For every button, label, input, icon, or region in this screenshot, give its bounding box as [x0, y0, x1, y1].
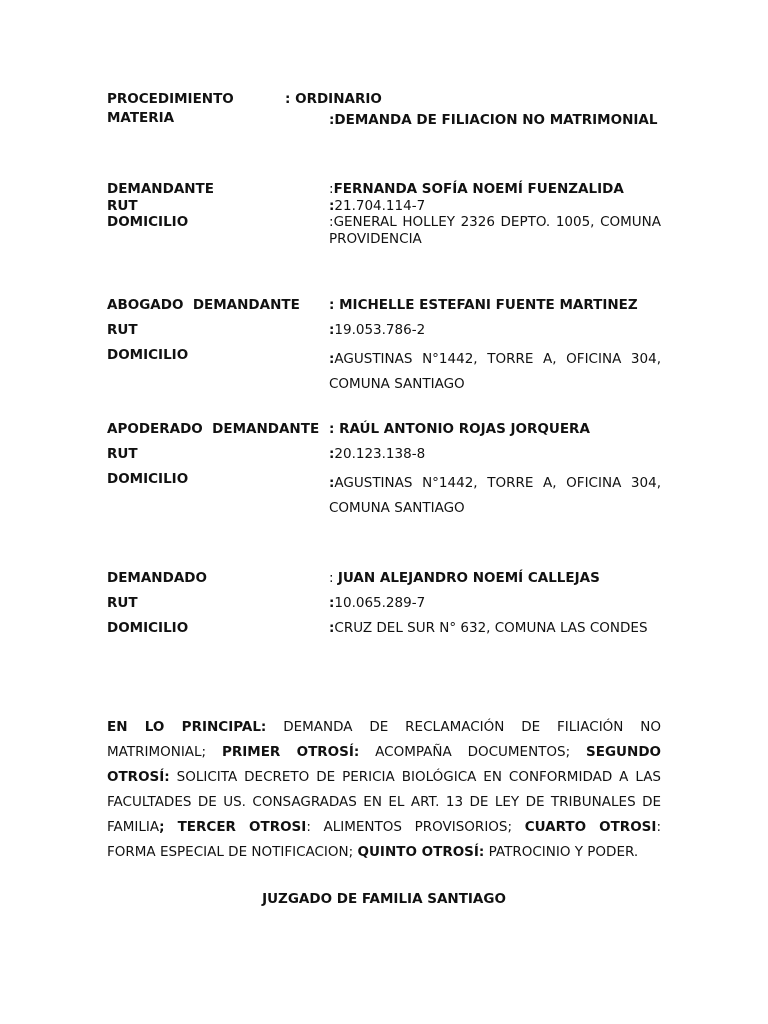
demandante-domicilio: GENERAL HOLLEY 2326 DEPTO. 1005, COMUNA PROVIDENCIA — [329, 214, 661, 247]
demandante-name: FERNANDA SOFÍA NOEMÍ FUENZALIDA — [333, 181, 624, 197]
abogado-sep: : — [329, 297, 335, 313]
demandante-label: DEMANDANTE — [107, 181, 214, 197]
otrosi5-label: QUINTO OTROSÍ: — [357, 844, 485, 860]
apoderado-domicilio: AGUSTINAS N°1442, TORRE A, OFICINA 304, COMUNA SANTIAGO — [329, 475, 661, 516]
demandante-value-wrap — [329, 181, 661, 197]
abogado-label: ABOGADO DEMANDANTE — [107, 297, 300, 313]
abogado-name: MICHELLE ESTEFANI FUENTE MARTINEZ — [339, 297, 638, 313]
abogado-domicilio-sep: : — [329, 351, 335, 367]
principal-label: EN LO PRINCIPAL: — [107, 719, 267, 735]
demandado-domicilio-label: DOMICILIO — [107, 620, 189, 636]
apoderado-rut-label: RUT — [107, 446, 138, 462]
summary-paragraph — [107, 715, 661, 865]
apoderado-sep: : — [329, 421, 335, 437]
demandado-label: DEMANDADO — [107, 570, 207, 586]
abogado-rut-sep: : — [329, 322, 335, 338]
otrosi3-text: : ALIMENTOS PROVISORIOS; — [306, 819, 525, 835]
otrosi1-label: PRIMER OTROSÍ: — [221, 744, 360, 760]
abogado-value-wrap — [329, 297, 661, 313]
otrosi3-label: ; TERCER OTROSI — [159, 819, 307, 835]
apoderado-domicilio-sep: : — [329, 475, 335, 491]
otrosi2-label: SEGUNDO OTROSÍ: — [107, 744, 661, 785]
abogado-domicilio-label: DOMICILIO — [107, 347, 189, 363]
demandante-rut: 21.704.114-7 — [334, 198, 426, 214]
procedimiento-value-wrap — [285, 91, 382, 107]
demandado-rut-label: RUT — [107, 595, 138, 611]
apoderado-name: RAÚL ANTONIO ROJAS JORQUERA — [339, 421, 590, 437]
materia-label: MATERIA — [107, 110, 175, 126]
apoderado-rut: 20.123.138-8 — [334, 446, 426, 462]
abogado-domicilio-wrap — [329, 347, 661, 397]
demandado-value-wrap — [329, 570, 661, 586]
demandado-rut: 10.065.289-7 — [334, 595, 426, 611]
demandado-domicilio: CRUZ DEL SUR N° 632, COMUNA LAS CONDES — [334, 620, 648, 636]
apoderado-label: APODERADO DEMANDANTE — [107, 421, 320, 437]
demandante-sep: : — [329, 181, 334, 197]
apoderado-domicilio-wrap — [329, 471, 661, 521]
demandante-domicilio-wrap — [329, 214, 661, 248]
apoderado-rut-wrap — [329, 446, 661, 462]
apoderado-rut-sep: : — [329, 446, 335, 462]
procedimiento-label: PROCEDIMIENTO — [107, 91, 234, 107]
materia-value: DEMANDA DE FILIACION NO MATRIMONIAL — [334, 112, 658, 128]
otrosi1-text: ACOMPAÑA DOCUMENTOS; — [359, 744, 587, 760]
demandado-domicilio-sep: : — [329, 620, 335, 636]
demandado-domicilio-wrap — [329, 620, 661, 636]
otrosi4-label: CUARTO OTROSI — [524, 819, 657, 835]
demandante-domicilio-sep: : — [329, 214, 334, 230]
demandante-domicilio-label: DOMICILIO — [107, 214, 189, 230]
abogado-domicilio: AGUSTINAS N°1442, TORRE A, OFICINA 304, COMUNA SANTIAGO — [329, 351, 661, 392]
demandado-name: JUAN ALEJANDRO NOEMÍ CALLEJAS — [337, 570, 600, 586]
otrosi5-text: PATROCINIO Y PODER. — [484, 844, 639, 860]
materia-value-wrap — [329, 110, 661, 130]
apoderado-value-wrap — [329, 421, 661, 437]
demandado-rut-sep: : — [329, 595, 335, 611]
abogado-rut-wrap — [329, 322, 661, 338]
materia-sep: : — [329, 112, 335, 128]
demandado-rut-wrap — [329, 595, 661, 611]
court-title: JUZGADO DE FAMILIA SANTIAGO — [262, 891, 506, 907]
demandante-rut-wrap — [329, 198, 661, 214]
demandante-rut-label: RUT — [107, 198, 138, 214]
apoderado-domicilio-label: DOMICILIO — [107, 471, 189, 487]
procedimiento-sep: : — [285, 91, 291, 107]
demandado-sep: : — [329, 570, 334, 586]
procedimiento-value: ORDINARIO — [295, 91, 382, 107]
otrosi2-text: SOLICITA DECRETO DE PERICIA BIOLÓGICA EN CONFORMIDAD A LAS FACULTADES DE US. CONSAGRADAS EN EL ART. 13 DE LEY DE TRIBUNALES DE FAMILIA — [107, 769, 661, 835]
otrosi4-text: : FORMA ESPECIAL DE NOTIFICACION; — [107, 819, 661, 860]
principal-text: DEMANDA DE RECLAMACIÓN DE FILIACIÓN NO MATRIMONIAL; — [107, 719, 661, 760]
abogado-rut: 19.053.786-2 — [334, 322, 426, 338]
demandante-rut-sep: : — [329, 198, 335, 214]
abogado-rut-label: RUT — [107, 322, 138, 338]
